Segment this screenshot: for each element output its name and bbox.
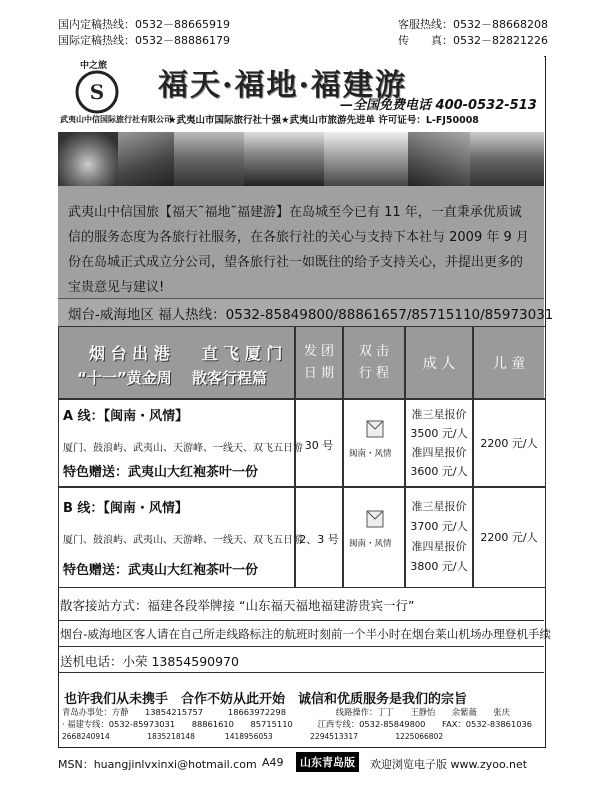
sender-phone: 送机电话：小荣 13854590970 [60, 654, 239, 669]
row-b-adult-4star: 准四星报价 [411, 540, 467, 553]
row-b-adult-4star-price: 3800 元/人 [410, 560, 468, 573]
row-b-adult-3star-price: 3700 元/人 [410, 520, 468, 533]
header-child: 儿 童 [492, 356, 526, 372]
row-b-line: B 线：【闽南・风情】 [63, 501, 188, 516]
row-a-child: 2200 元/人 [480, 437, 538, 450]
photo-peaks [470, 132, 545, 186]
free-phone: —全国免费电话 400-0532-513 [340, 98, 537, 113]
region-hotline-bar [58, 298, 554, 327]
row-b-date-cell [294, 486, 344, 588]
footer-site[interactable]: 欢迎浏览电子版 www.zyoo.net [370, 758, 528, 771]
photo-river [174, 132, 245, 186]
hotline-fax: 传 真：0532－82821226 [398, 34, 548, 47]
row-a-adult-3star-price: 3500 元/人 [410, 427, 468, 440]
intro-box [58, 186, 544, 298]
contacts-line3: 2668240914 1835218148 1418956053 2294513317 1225066802 [62, 732, 444, 741]
row-b-tour-cell[interactable] [342, 486, 406, 588]
row-a-line: A 线：【闽南・风情】 [63, 409, 189, 424]
photo-tulou [58, 132, 119, 186]
checkin-note: 烟台-威海地区客人请在自己所走线路标注的航班时刻前一个半小时在烟台莱山机场办理登机手续 [60, 627, 552, 641]
banner-title: 福天·福地·福建游 [158, 68, 407, 103]
divider [58, 620, 544, 621]
row-a-route: 厦门、鼓浪屿、武夷山、天游峰、一线天、双飞五日游 [63, 443, 303, 454]
row-b-adult-3star: 准三星报价 [411, 500, 467, 513]
row-b-date: 2、3 号 [299, 533, 339, 546]
header-date-cell [294, 326, 344, 400]
header-adult-cell [404, 326, 474, 400]
photo-cliff [408, 132, 471, 186]
footer-msn: MSN：huangjinlvxinxi@hotmail.com [58, 758, 257, 771]
row-a-adult-cell [404, 398, 474, 488]
row-a-child-cell [472, 398, 546, 488]
row-b-route: 厦门、鼓浪屿、武夷山、天游峰、一线天、双飞五日游 [63, 535, 303, 546]
document-icon[interactable] [365, 419, 385, 439]
header-tour: 双 击 行 程 [358, 344, 390, 381]
row-a-adult-3star: 准三星报价 [411, 408, 467, 421]
row-a-route-cell [58, 398, 303, 488]
photo-mountain [118, 132, 175, 186]
row-a-adult-4star-price: 3600 元/人 [410, 465, 468, 478]
contacts-line2: · 福建专线：0532-85973031 88861610 85715110 江西专线：0532-85849800 FAX：0532-83861036 [62, 719, 533, 729]
header-route-line1: 烟 台 出 港 直 飞 厦 门 [89, 344, 283, 363]
photo-statue [324, 132, 409, 186]
row-a-date: 30 号 [304, 439, 334, 452]
row-b-doc-label[interactable]: 闽南・风情 [349, 539, 392, 549]
contacts-line1: 青岛办事处：方静 13854215757 18663972298 线路操作：丁丁 王静怡 余紫薇 张庆 [62, 707, 511, 717]
slogan: 也许我们从未携手 合作不妨从此开始 诚信和优质服务是我们的宗旨 [64, 692, 468, 707]
row-b-gift: 特色赠送：武夷山大红袍茶叶一份 [63, 563, 259, 578]
svg-text:S: S [89, 80, 105, 104]
divider [58, 646, 544, 647]
row-a-tour-cell[interactable] [342, 398, 406, 488]
header-child-cell [472, 326, 546, 400]
hotline-domestic: 国内定稿热线：0532－88665919 [58, 18, 230, 31]
row-a-date-cell [294, 398, 344, 488]
header-route-cell [58, 326, 296, 400]
divider [58, 672, 544, 673]
header-adult: 成 人 [422, 356, 456, 372]
page-number: A49 [262, 756, 284, 769]
document-icon[interactable] [365, 509, 385, 529]
banner-tagline: ★武夷山市国际旅行社十强★武夷山市旅游先进单 许可证号：L-FJ50008 [168, 115, 479, 126]
row-b-adult-cell [404, 486, 474, 588]
photo-waterfall [244, 132, 325, 186]
row-a-doc-label[interactable]: 闽南・风情 [349, 449, 392, 459]
row-b-route-cell [58, 486, 303, 588]
header-tour-cell [342, 326, 406, 400]
intro-text: 武夷山中信国旅【福天˜福地˜福建游】在岛城至今已有 11 年，一直秉承优质诚信的服务态度为各旅行社服务，在各旅行社的关心与支持下本社与 2009 年 9 月份在岛城正式成立分公司，望各旅行社一如既往的给予支持关心，并提出更多的宝贵意见与建议! [68, 205, 529, 295]
pickup-note: 散客接站方式：福建各段举牌接 “山东福天福地福建游贵宾一行” [60, 598, 415, 613]
logo-text: 中之旅 [80, 61, 108, 71]
row-a-adult-4star: 准四星报价 [411, 446, 467, 459]
region-hotline: 烟台-威海地区 福人热线：0532-85849800/88861657/85715110/85973031 [68, 307, 554, 323]
footer-brand: 山东青岛版 [296, 752, 359, 772]
hotline-service: 客服热线：0532－88668208 [398, 18, 548, 31]
row-a-gift: 特色赠送：武夷山大红袍茶叶一份 [63, 465, 259, 480]
company-name: 武夷山中信国际旅行社有限公司 [60, 115, 172, 124]
row-b-child: 2200 元/人 [480, 531, 538, 544]
header-route-line2: “十一”黄金周 散客行程篇 [77, 369, 267, 387]
row-b-child-cell [472, 486, 546, 588]
hotline-international: 国际定稿热线：0532－88886179 [58, 34, 230, 47]
header-date: 发 团 日 期 [303, 344, 335, 381]
